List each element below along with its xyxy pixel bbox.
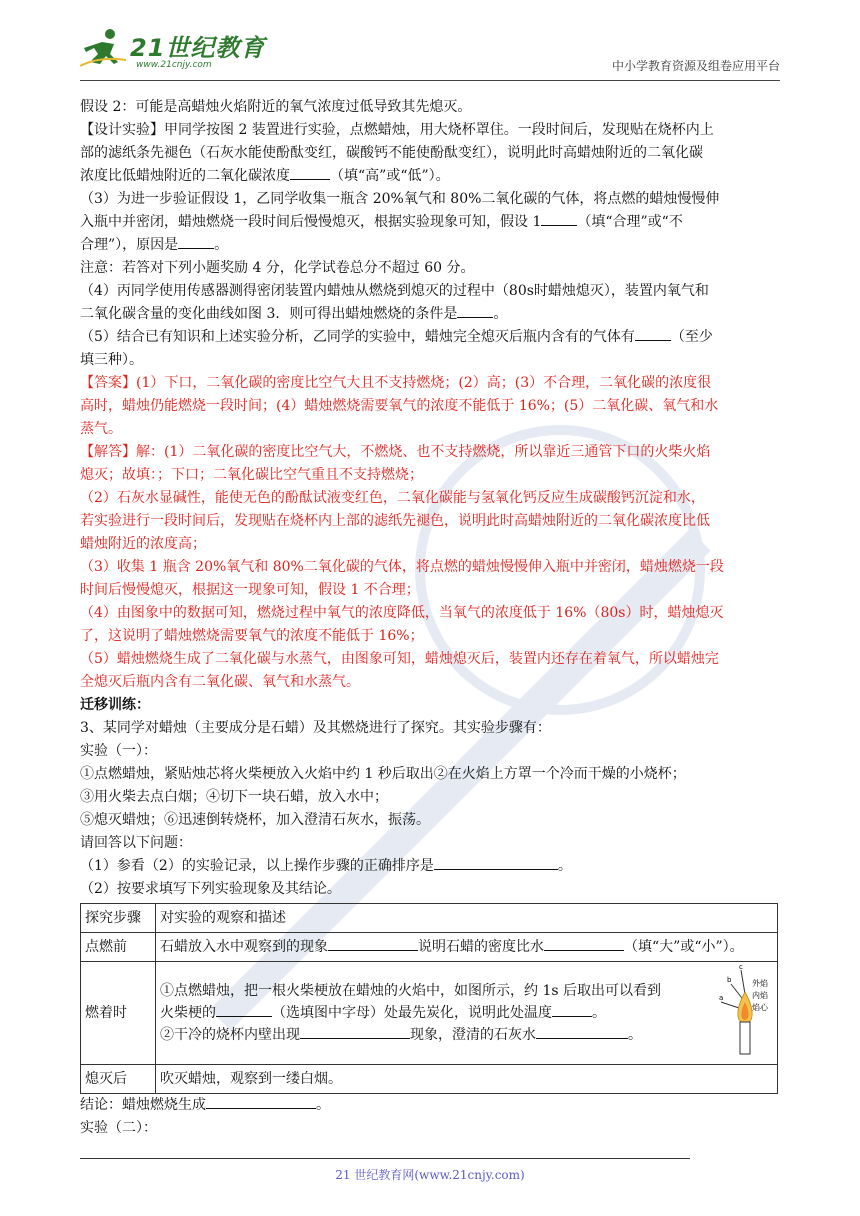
section-title: 迁移训练： [80,697,150,713]
candle-flame-icon [719,962,771,1060]
analysis-line: （2）石灰水显碱性，能使无色的酚酞试液变红色，二氧化碳能与氢氧化钙反应生成碳酸钙沉淀和水， [80,490,705,506]
question-4-line-1: （4）丙同学使用传感器测得密闭装置内蜡烛从燃烧到熄灭的过程中（80s时蜡烛熄灭），装置内氧气和 [80,283,709,299]
svg-text:b: b [727,976,732,984]
logo [80,26,270,76]
table-cell: 吹灭蜡烛，观察到一缕白烟。 [156,1065,778,1094]
answer-blank[interactable] [635,326,671,341]
question-4-line-2: 二氧化碳含量的变化曲线如图 3．则可得出蜡烛燃烧的条件是 。 [80,303,780,326]
table-row [81,962,778,1065]
analysis-line: （4）由图象中的数据可知，燃烧过程中氧气的浓度降低，当氧气的浓度低于 16%（80s）时，蜡烛熄灭 [80,605,724,621]
hypothesis-2: 假设 2：可能是高蜡烛火焰附近的氧气浓度过低导致其先熄灭。 [80,99,472,115]
answer-blank[interactable] [541,211,577,226]
bonus-note: 注意：若答对下列小题奖励 4 分，化学试卷总分不超过 60 分。 [80,260,475,276]
row-label: 熄灭后 [81,1065,156,1094]
design-line-2: 部的滤纸条先褪色（石灰水能使酚酞变红，碳酸钙不能使酚酞变红），说明此时高蜡烛附近的二氧化碳 [80,145,703,161]
experiment-1-label: 实验（一）： [80,743,157,759]
question-5-line-2: 填三种）。 [80,352,143,368]
svg-text:c: c [739,963,743,971]
analysis-line: （3）收集 1 瓶含 20%氧气和 80%二氧化碳的气体，将点燃的蜡烛慢慢伸入瓶中并密闭，蜡烛燃烧一段 [80,559,724,575]
answer-line-3: 蒸气。 [80,421,122,437]
logo-text: 21世纪教育 [130,34,266,62]
analysis-line: 蜡烛附近的浓度高； [80,536,206,552]
analysis-line: 全熄灭后瓶内含有二氧化碳、氧气和水蒸气。 [80,674,360,690]
table-header-cell: 对实验的观察和描述 [156,904,778,933]
logo-url: www.21cnjy.com [136,60,212,70]
table-cell: 石蜡放入水中观察到的现象 说明石蜡的密度比水 （填“大”或“小”）。 [156,933,778,962]
row-label: 燃着时 [81,962,156,1065]
svg-text:a: a [719,994,724,1002]
answer-line-2: 高时，蜡烛仍能燃烧一段时间；(4）蜡烛燃烧需要氧气的浓度不能低于 16%；(5）二氧化碳、氧气和水 [80,398,719,414]
table-header-cell: 探究步骤 [81,904,156,933]
svg-text:焰心: 焰心 [752,1003,768,1012]
table-row [81,933,778,962]
sub-question-1: （1）参看（2）的实验记录，以上操作步骤的正确排序是 。 [80,855,780,878]
main-content [80,96,780,1140]
question-3-line-2: 入瓶中并密闭，蜡烛燃烧一段时间后慢慢熄灭，根据实验现象可知，假设 1 （填“合理”或“不 [80,211,780,234]
answer-blank[interactable] [457,303,493,318]
instruction: 请回答以下问题： [80,835,192,851]
analysis-line: 了，这说明了蜡烛燃烧需要氧气的浓度不能低于 16%； [80,628,424,644]
svg-text:外焰: 外焰 [752,979,768,988]
footer-divider [80,1158,690,1159]
runner-logo-icon [80,26,128,72]
step-line: ⑤熄灭蜡烛；⑥迅速倒转烧杯，加入澄清石灰水，振荡。 [80,812,430,828]
answer-blank[interactable] [300,1024,410,1039]
sub-question-2: （2）按要求填写下列实验现象及其结论。 [80,881,341,897]
analysis-line: （5）蜡烛燃烧生成了二氧化碳与水蒸气，由图象可知，蜡烛熄灭后，装置内还存在着氧气，所以蜡烛完 [80,651,719,667]
analysis-line: 【解答】解：(1）二氧化碳的密度比空气大，不燃烧、也不支持燃烧，所以靠近三通管下口的火柴火焰 [80,444,711,460]
experiment-table [80,903,778,1094]
design-line-3: 浓度比低蜡烛附近的二氧化碳浓度 （填“高”或“低”）。 [80,165,780,188]
answer-line-1: 【答案】(1）下口，二氧化碳的密度比空气大且不支持燃烧；(2）高；(3）不合理，二氧化碳的浓度很 [80,375,712,391]
answer-blank[interactable] [434,855,558,870]
analysis-line: 熄灭；故填：；下口；二氧化碳比空气重且不支持燃烧； [80,467,423,483]
step-line: ①点燃蜡烛，紧贴烛芯将火柴梗放入火焰中约 1 秒后取出②在火焰上方罩一个冷而干燥的小烧杯； [80,766,686,782]
answer-blank[interactable] [290,165,330,180]
row-label: 点燃前 [81,933,156,962]
answer-blank[interactable] [328,936,418,951]
step-line: ③用火柴去点白烟；④切下一块石蜡，放入水中； [80,789,388,805]
answer-blank[interactable] [178,234,214,249]
footer-text: 21 世纪教育网(www.21cnjy.com) [335,1168,525,1182]
page-header [80,22,780,81]
analysis-line: 时间后慢慢熄灭，根据这一现象可知，假设 1 不合理； [80,582,420,598]
conclusion: 结论：蜡烛燃烧生成 。 [80,1094,780,1117]
answer-blank[interactable] [216,1002,272,1017]
question-3-line-1: （3）为进一步验证假设 1，乙同学收集一瓶含 20%氧气和 80%二氧化碳的气体，将点燃的蜡烛慢慢伸 [80,191,720,207]
experiment-2-label: 实验（二）： [80,1120,157,1136]
svg-text:内焰: 内焰 [752,991,768,1000]
question-3-line-3: 合理”），原因是 。 [80,234,780,257]
platform-label: 中小学教育资源及组卷应用平台 [611,59,780,73]
answer-blank[interactable] [544,936,624,951]
question-3-intro: 3、某同学对蜡烛（主要成分是石蜡）及其燃烧进行了探究。其实验步骤有： [80,720,551,736]
table-cell: ①点燃蜡烛，把一根火柴梗放在蜡烛的火焰中，如图所示，约 1s 后取出可以看到 火柴梗的 （选填图中字母）处最先炭化，说明此处温度 。 ②干冷的烧杯内壁出现 现象，澄清的石灰水 。 a b c 外焰 内焰 焰心 [156,962,778,1065]
table-header-row [81,904,778,933]
answer-blank[interactable] [552,1002,592,1017]
question-5-line-1: （5）结合已有知识和上述实验分析，乙同学的实验中，蜡烛完全熄灭后瓶内含有的气体有 （至少 [80,326,780,349]
answer-blank[interactable] [206,1094,316,1109]
table-row [81,1065,778,1094]
analysis-line: 若实验进行一段时间后，发现贴在烧杯内上部的滤纸先褪色，说明此时高蜡烛附近的二氧化碳浓度比低 [80,513,710,529]
answer-blank[interactable] [536,1024,628,1039]
design-line-1: 【设计实验】甲同学按图 2 装置进行实验，点燃蜡烛，用大烧杯罩住。一段时间后，发现贴在烧杯内上 [80,122,714,138]
